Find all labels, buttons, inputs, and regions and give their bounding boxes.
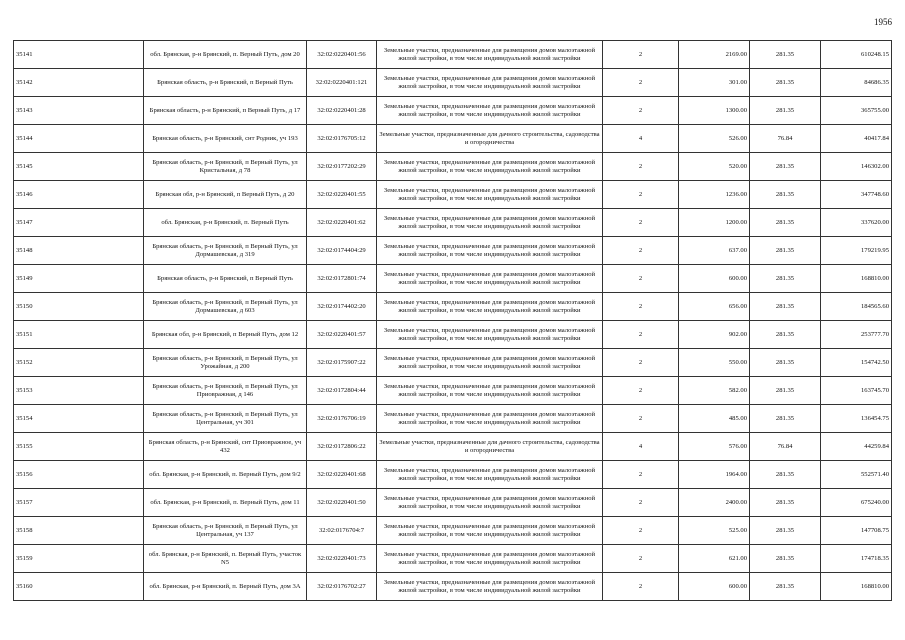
cadastral-value-cell: 163745.70 [821,377,892,405]
address-cell: Брянская область, р-н Брянский, п Верный Путь, д 17 [144,97,307,125]
row-number: 35152 [14,349,144,377]
land-use-cell: Земельные участки, предназначенные для размещения домов малоэтажной жилой застройки, в том числе индивидуальной жилой застройки [377,293,603,321]
cadastral-number-cell: 32:02:0176705:12 [307,125,377,153]
row-number: 35157 [14,489,144,517]
area-cell: 550.00 [679,349,750,377]
rate-cell: 281.35 [750,181,821,209]
area-cell: 2400.00 [679,489,750,517]
area-cell: 1200.00 [679,209,750,237]
cadastral-number-cell: 32:02:0172806:22 [307,433,377,461]
cadastral-value-cell: 44259.84 [821,433,892,461]
table-row [14,153,892,181]
table-row [14,405,892,433]
cadastral-value-cell: 347748.60 [821,181,892,209]
table-row [14,69,892,97]
address-cell: Брянская область, р-н Брянский, снт Родник, уч 193 [144,125,307,153]
cadastral-value-cell: 179219.95 [821,237,892,265]
table-row [14,433,892,461]
land-use-cell: Земельные участки, предназначенные для размещения домов малоэтажной жилой застройки, в том числе индивидуальной жилой застройки [377,97,603,125]
rate-cell: 281.35 [750,153,821,181]
address-cell: Брянская область, р-н Брянский, п Верный Путь [144,69,307,97]
group-cell: 2 [603,461,679,489]
row-number: 35151 [14,321,144,349]
row-number: 35149 [14,265,144,293]
group-cell: 2 [603,489,679,517]
rate-cell: 281.35 [750,573,821,601]
address-cell: Брянская область, р-н Брянский, снт Приовражное, уч 432 [144,433,307,461]
group-cell: 2 [603,209,679,237]
cadastral-value-cell: 253777.70 [821,321,892,349]
rate-cell: 281.35 [750,489,821,517]
address-cell: обл. Брянская, р-н Брянский, п. Верный Путь, дом 20 [144,41,307,69]
group-cell: 2 [603,41,679,69]
table-row [14,125,892,153]
land-use-cell: Земельные участки, предназначенные для размещения домов малоэтажной жилой застройки, в том числе индивидуальной жилой застройки [377,41,603,69]
cadastral-value-cell: 675240.00 [821,489,892,517]
cadastral-value-cell: 365755.00 [821,97,892,125]
area-cell: 621.00 [679,545,750,573]
land-use-cell: Земельные участки, предназначенные для размещения домов малоэтажной жилой застройки, в том числе индивидуальной жилой застройки [377,517,603,545]
cadastral-number-cell: 32:02:0176702:27 [307,573,377,601]
table-row [14,293,892,321]
cadastral-number-cell: 32:02:0176704:7 [307,517,377,545]
cadastral-number-cell: 32:02:0177202:29 [307,153,377,181]
cadastral-value-cell: 147708.75 [821,517,892,545]
land-use-cell: Земельные участки, предназначенные для размещения домов малоэтажной жилой застройки, в том числе индивидуальной жилой застройки [377,545,603,573]
rate-cell: 76.84 [750,125,821,153]
cadastral-number-cell: 32:02:0220401:57 [307,321,377,349]
row-number: 35145 [14,153,144,181]
rate-cell: 281.35 [750,545,821,573]
row-number: 35143 [14,97,144,125]
rate-cell: 281.35 [750,405,821,433]
area-cell: 582.00 [679,377,750,405]
row-number: 35147 [14,209,144,237]
address-cell: Брянская область, р-н Брянский, п Верный Путь, ул Кристальная, д 78 [144,153,307,181]
group-cell: 2 [603,69,679,97]
land-use-cell: Земельные участки, предназначенные для размещения домов малоэтажной жилой застройки, в том числе индивидуальной жилой застройки [377,209,603,237]
land-use-cell: Земельные участки, предназначенные для размещения домов малоэтажной жилой застройки, в том числе индивидуальной жилой застройки [377,349,603,377]
cadastral-number-cell: 32:02:0172804:44 [307,377,377,405]
table-row [14,545,892,573]
table-row [14,41,892,69]
cadastral-value-cell: 337620.00 [821,209,892,237]
group-cell: 2 [603,517,679,545]
cadastral-number-cell: 32:02:0220401:121 [307,69,377,97]
address-cell: Брянская область, р-н Брянский, п Верный Путь [144,265,307,293]
area-cell: 525.00 [679,517,750,545]
address-cell: Брянская область, р-н Брянский, п Верный Путь, ул Приовражная, д 146 [144,377,307,405]
cadastral-number-cell: 32:02:0220401:55 [307,181,377,209]
rate-cell: 281.35 [750,237,821,265]
row-number: 35150 [14,293,144,321]
table-row [14,237,892,265]
row-number: 35156 [14,461,144,489]
rate-cell: 281.35 [750,97,821,125]
cadastral-value-cell: 168810.00 [821,573,892,601]
table-row [14,573,892,601]
area-cell: 485.00 [679,405,750,433]
area-cell: 1300.00 [679,97,750,125]
row-number: 35141 [14,41,144,69]
row-number: 35154 [14,405,144,433]
page-number: 1956 [874,17,892,27]
area-cell: 301.00 [679,69,750,97]
area-cell: 2169.00 [679,41,750,69]
area-cell: 1964.00 [679,461,750,489]
group-cell: 2 [603,405,679,433]
table-row [14,489,892,517]
address-cell: Брянская обл, р-н Брянский, п Верный Путь, д 20 [144,181,307,209]
land-use-cell: Земельные участки, предназначенные для размещения домов малоэтажной жилой застройки, в том числе индивидуальной жилой застройки [377,321,603,349]
cadastral-value-cell: 154742.50 [821,349,892,377]
group-cell: 2 [603,573,679,601]
land-use-cell: Земельные участки, предназначенные для размещения домов малоэтажной жилой застройки, в том числе индивидуальной жилой застройки [377,265,603,293]
land-use-cell: Земельные участки, предназначенные для дачного строительства, садоводства и огородничества [377,433,603,461]
table-row [14,517,892,545]
address-cell: Брянская область, р-н Брянский, п Верный Путь, ул Центральная, уч 301 [144,405,307,433]
address-cell: обл. Брянская, р-н Брянский, п. Верный Путь [144,209,307,237]
group-cell: 4 [603,433,679,461]
address-cell: обл. Брянская, р-н Брянский, п. Верный Путь, дом 11 [144,489,307,517]
cadastral-value-cell: 146302.00 [821,153,892,181]
group-cell: 2 [603,349,679,377]
land-use-cell: Земельные участки, предназначенные для размещения домов малоэтажной жилой застройки, в том числе индивидуальной жилой застройки [377,573,603,601]
area-cell: 637.00 [679,237,750,265]
land-use-cell: Земельные участки, предназначенные для размещения домов малоэтажной жилой застройки, в том числе индивидуальной жилой застройки [377,405,603,433]
row-number: 35144 [14,125,144,153]
cadastral-number-cell: 32:02:0174402:20 [307,293,377,321]
land-use-cell: Земельные участки, предназначенные для размещения домов малоэтажной жилой застройки, в том числе индивидуальной жилой застройки [377,181,603,209]
table-row [14,461,892,489]
group-cell: 2 [603,153,679,181]
rate-cell: 281.35 [750,349,821,377]
row-number: 35153 [14,377,144,405]
row-number: 35158 [14,517,144,545]
area-cell: 902.00 [679,321,750,349]
cadastral-value-cell: 168810.00 [821,265,892,293]
table-row [14,209,892,237]
land-use-cell: Земельные участки, предназначенные для дачного строительства, садоводства и огородничества [377,125,603,153]
address-cell: Брянская область, р-н Брянский, п Верный Путь, ул Центральная, уч 137 [144,517,307,545]
area-cell: 526.00 [679,125,750,153]
cadastral-value-cell: 610248.15 [821,41,892,69]
land-use-cell: Земельные участки, предназначенные для размещения домов малоэтажной жилой застройки, в том числе индивидуальной жилой застройки [377,69,603,97]
rate-cell: 281.35 [750,293,821,321]
cadastral-number-cell: 32:02:0220401:68 [307,461,377,489]
row-number: 35146 [14,181,144,209]
table-row [14,97,892,125]
cadastral-number-cell: 32:02:0220401:73 [307,545,377,573]
rate-cell: 281.35 [750,321,821,349]
row-number: 35160 [14,573,144,601]
cadastral-value-cell: 174718.35 [821,545,892,573]
table-row [14,377,892,405]
cadastral-number-cell: 32:02:0220401:50 [307,489,377,517]
group-cell: 2 [603,181,679,209]
cadastral-value-cell: 552571.40 [821,461,892,489]
address-cell: Брянская область, р-н Брянский, п Верный Путь, ул Дормашевская, д 603 [144,293,307,321]
address-cell: Брянская обл, р-н Брянский, п Верный Путь, дом 12 [144,321,307,349]
area-cell: 656.00 [679,293,750,321]
land-use-cell: Земельные участки, предназначенные для размещения домов малоэтажной жилой застройки, в том числе индивидуальной жилой застройки [377,489,603,517]
rate-cell: 281.35 [750,461,821,489]
cadastral-number-cell: 32:02:0220401:62 [307,209,377,237]
group-cell: 2 [603,321,679,349]
group-cell: 2 [603,545,679,573]
land-registry-table [13,40,892,601]
group-cell: 2 [603,237,679,265]
address-cell: обл. Брянская, р-н Брянский, п. Верный Путь, дом 3А [144,573,307,601]
address-cell: Брянская область, р-н Брянский, п Верный Путь, ул Дормашевская, д 319 [144,237,307,265]
group-cell: 2 [603,97,679,125]
area-cell: 520.00 [679,153,750,181]
table-row [14,349,892,377]
rate-cell: 281.35 [750,69,821,97]
group-cell: 2 [603,377,679,405]
table-row [14,265,892,293]
cadastral-value-cell: 84686.35 [821,69,892,97]
rate-cell: 281.35 [750,209,821,237]
table-row [14,321,892,349]
rate-cell: 281.35 [750,377,821,405]
row-number: 35159 [14,545,144,573]
cadastral-number-cell: 32:02:0220401:28 [307,97,377,125]
row-number: 35148 [14,237,144,265]
cadastral-value-cell: 136454.75 [821,405,892,433]
cadastral-value-cell: 40417.84 [821,125,892,153]
area-cell: 600.00 [679,265,750,293]
group-cell: 2 [603,265,679,293]
address-cell: обл. Брянская, р-н Брянский, п. Верный Путь, дом 9/2 [144,461,307,489]
land-use-cell: Земельные участки, предназначенные для размещения домов малоэтажной жилой застройки, в том числе индивидуальной жилой застройки [377,461,603,489]
row-number: 35142 [14,69,144,97]
area-cell: 600.00 [679,573,750,601]
land-use-cell: Земельные участки, предназначенные для размещения домов малоэтажной жилой застройки, в том числе индивидуальной жилой застройки [377,153,603,181]
rate-cell: 281.35 [750,41,821,69]
cadastral-number-cell: 32:02:0220401:56 [307,41,377,69]
rate-cell: 281.35 [750,265,821,293]
cadastral-number-cell: 32:02:0175907:22 [307,349,377,377]
area-cell: 1236.00 [679,181,750,209]
row-number: 35155 [14,433,144,461]
group-cell: 2 [603,293,679,321]
rate-cell: 76.84 [750,433,821,461]
cadastral-number-cell: 32:02:0174404:29 [307,237,377,265]
cadastral-number-cell: 32:02:0172801:74 [307,265,377,293]
address-cell: обл. Брянская, р-н Брянский, п. Верный Путь, участок N5 [144,545,307,573]
area-cell: 576.00 [679,433,750,461]
address-cell: Брянская область, р-н Брянский, п Верный Путь, ул Урожайная, д 200 [144,349,307,377]
land-use-cell: Земельные участки, предназначенные для размещения домов малоэтажной жилой застройки, в том числе индивидуальной жилой застройки [377,237,603,265]
cadastral-number-cell: 32:02:0176706:19 [307,405,377,433]
land-use-cell: Земельные участки, предназначенные для размещения домов малоэтажной жилой застройки, в том числе индивидуальной жилой застройки [377,377,603,405]
group-cell: 4 [603,125,679,153]
cadastral-value-cell: 184565.60 [821,293,892,321]
table-row [14,181,892,209]
rate-cell: 281.35 [750,517,821,545]
